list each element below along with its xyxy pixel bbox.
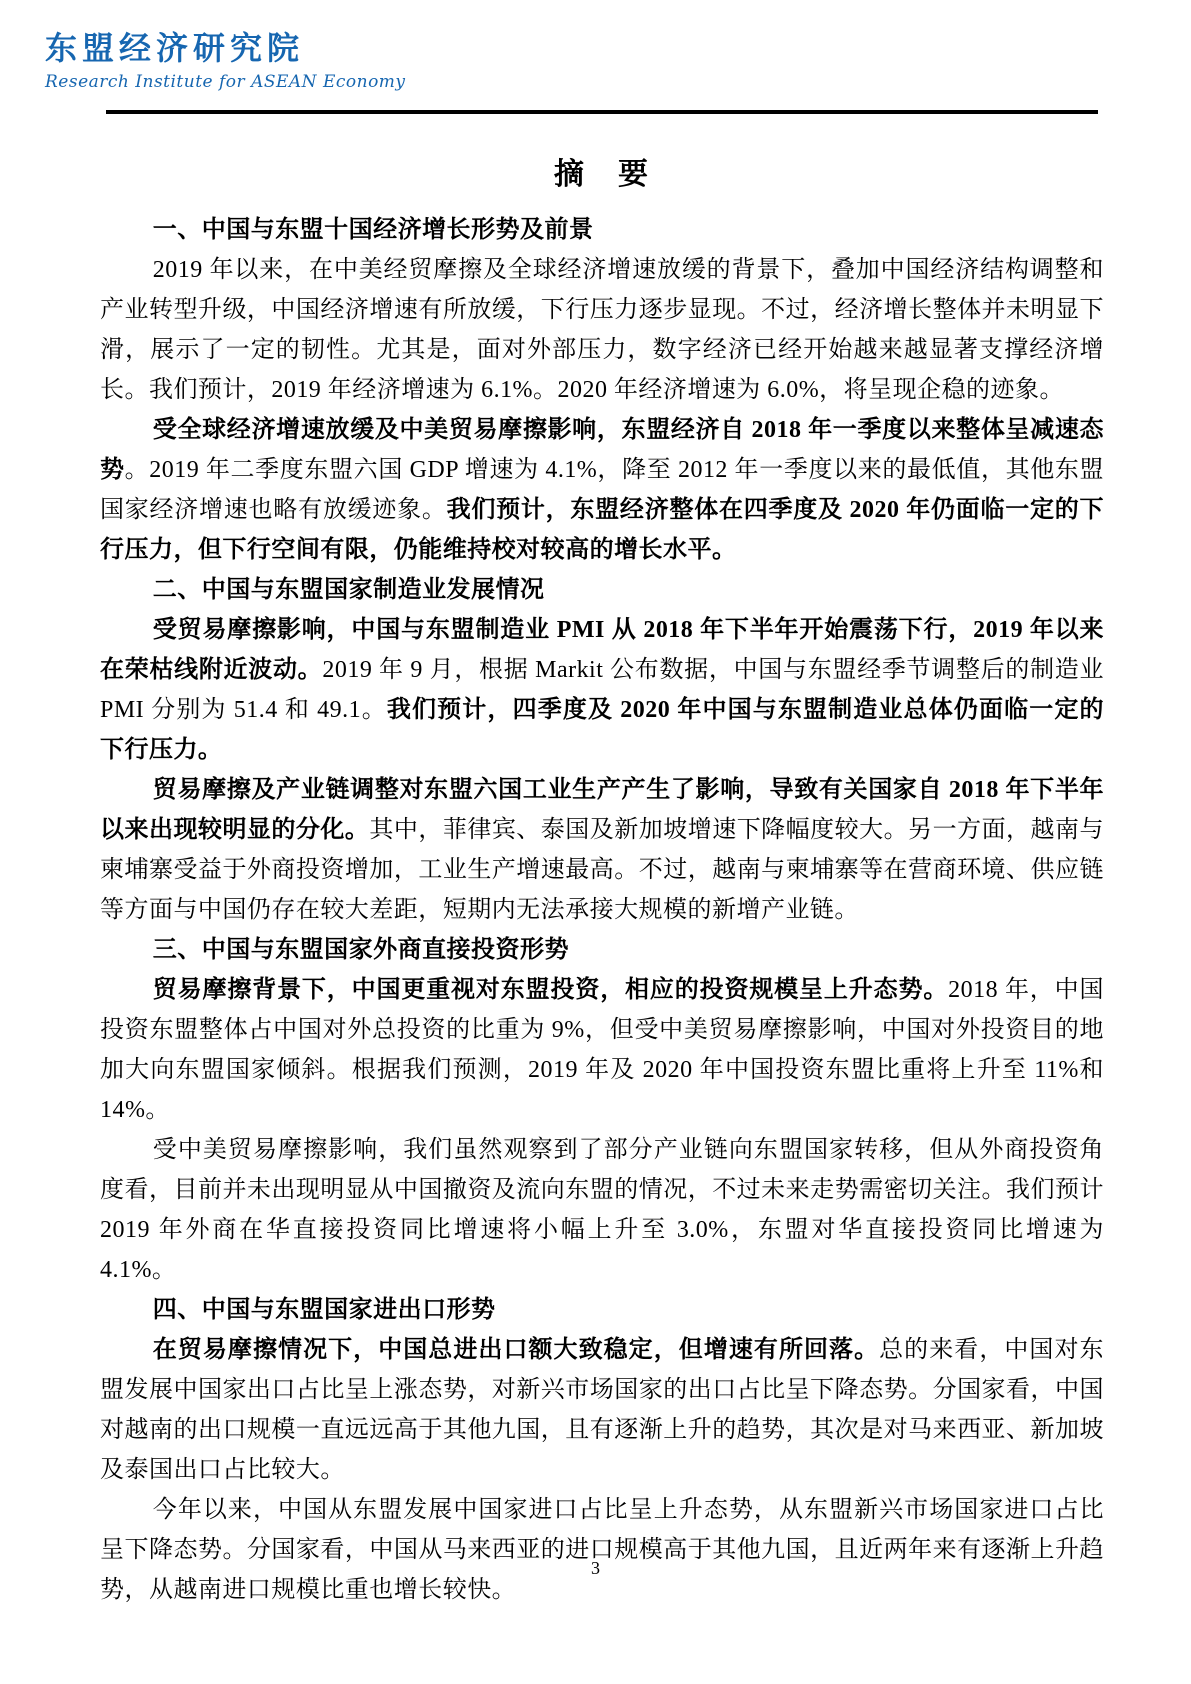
body-paragraph: [100, 410, 1104, 570]
section-heading: [100, 930, 1104, 970]
text-run: 今年以来，中国从东盟发展中国家进口占比呈上升态势，从东盟新兴市场国家进口占比呈下降态势。分国家看，中国从马来西亚的进口规模高于其他九国，且近两年来有逐渐上升趋势，从越南进口规模比重也增长较快。: [100, 1497, 1104, 1603]
page-title: 摘 要: [554, 158, 650, 191]
document-body: [100, 210, 1104, 1610]
body-paragraph: [100, 250, 1104, 410]
text-run: 2019 年 9 月，根据 Markit 公布数据，中国与东盟经季节调整后的制造业 PMI 分别为 51.4 和 49.1。: [100, 657, 1104, 723]
body-paragraph: [100, 1130, 1104, 1290]
body-paragraph: [100, 1490, 1104, 1610]
body-paragraph: [100, 770, 1104, 930]
text-run: 三、中国与东盟国家外商直接投资形势: [152, 937, 569, 963]
text-run: 总的来看，中国对东盟发展中国家出口占比呈上涨态势，对新兴市场国家的出口占比呈下降态势。分国家看，中国对越南的出口规模一直远远高于其他九国，且有逐渐上升的趋势，其次是对马来西亚、新加坡及泰国出口占比较大。: [100, 1337, 1104, 1483]
text-run: 贸易摩擦及产业链调整对东盟六国工业生产产生了影响，导致有关国家自 2018 年下半年以来出现较明显的分化。: [100, 777, 1104, 843]
body-paragraph: [100, 610, 1104, 770]
text-run: 受贸易摩擦影响，中国与东盟制造业 PMI 从 2018 年下半年开始震荡下行，2019 年以来在荣枯线附近波动。: [100, 617, 1104, 683]
body-paragraph: [100, 1330, 1104, 1490]
text-run: 在贸易摩擦情况下，中国总进出口额大致稳定，但增速有所回落。: [152, 1337, 880, 1363]
text-run: 2018 年，中国投资东盟整体占中国对外总投资的比重为 9%，但受中美贸易摩擦影响，中国对外投资目的地加大向东盟国家倾斜。根据我们预测，2019 年及 2020 年中国投资东盟比重将上升至 11%和 14%。: [100, 977, 1104, 1123]
body-paragraph: [100, 970, 1104, 1130]
text-run: 我们预计，四季度及 2020 年中国与东盟制造业总体仍面临一定的下行压力。: [100, 697, 1105, 763]
logo-english-subtitle: Research Institute for ASEAN Economy: [45, 72, 406, 92]
text-run: 贸易摩擦背景下，中国更重视对东盟投资，相应的投资规模呈上升态势。: [152, 977, 949, 1003]
page-number: 3: [591, 1558, 600, 1578]
text-run: 一、中国与东盟十国经济增长形势及前景: [152, 217, 594, 243]
text-run: 四、中国与东盟国家进出口形势: [152, 1297, 496, 1323]
text-run: 。2019 年二季度东盟六国 GDP 增速为 4.1%，降至 2012 年一季度以来的最低值，其他东盟国家经济增速也略有放缓迹象。: [100, 457, 1104, 523]
text-run: 受全球经济增速放缓及中美贸易摩擦影响，东盟经济自 2018 年一季度以来整体呈减速态势: [100, 417, 1104, 483]
section-heading: [100, 210, 1104, 250]
document-main: [100, 114, 1104, 1610]
section-heading: [100, 570, 1104, 610]
text-run: 我们预计，东盟经济整体在四季度及 2020 年仍面临一定的下行压力，但下行空间有限，仍能维持校对较高的增长水平。: [100, 497, 1104, 563]
text-run: 二、中国与东盟国家制造业发展情况: [152, 577, 545, 603]
section-heading: [100, 1290, 1104, 1330]
text-run: 其中，菲律宾、泰国及新加坡增速下降幅度较大。另一方面，越南与柬埔寨受益于外商投资增加，工业生产增速最高。不过，越南与柬埔寨等在营商环境、供应链等方面与中国仍存在较大差距，短期内无法承接大规模的新增产业链。: [100, 817, 1104, 923]
logo: [45, 28, 406, 92]
logo-chinese-title: 东盟经济研究院: [45, 29, 305, 67]
text-run: 受中美贸易摩擦影响，我们虽然观察到了部分产业链向东盟国家转移，但从外商投资角度看，目前并未出现明显从中国撤资及流向东盟的情况，不过未来走势需密切关注。我们预计 2019 年外商在华直接投资同比增速将小幅上升至 3.0%，东盟对华直接投资同比增速为 4.1%。: [100, 1137, 1104, 1283]
text-run: 2019 年以来，在中美经贸摩擦及全球经济增速放缓的背景下，叠加中国经济结构调整和产业转型升级，中国经济增速有所放缓，下行压力逐步显现。不过，经济增长整体并未明显下滑，展示了一定的韧性。尤其是，面对外部压力，数字经济已经开始越来越显著支撑经济增长。我们预计，2019 年经济增速为 6.1%。2020 年经济增速为 6.0%，将呈现企稳的迹象。: [100, 257, 1104, 403]
